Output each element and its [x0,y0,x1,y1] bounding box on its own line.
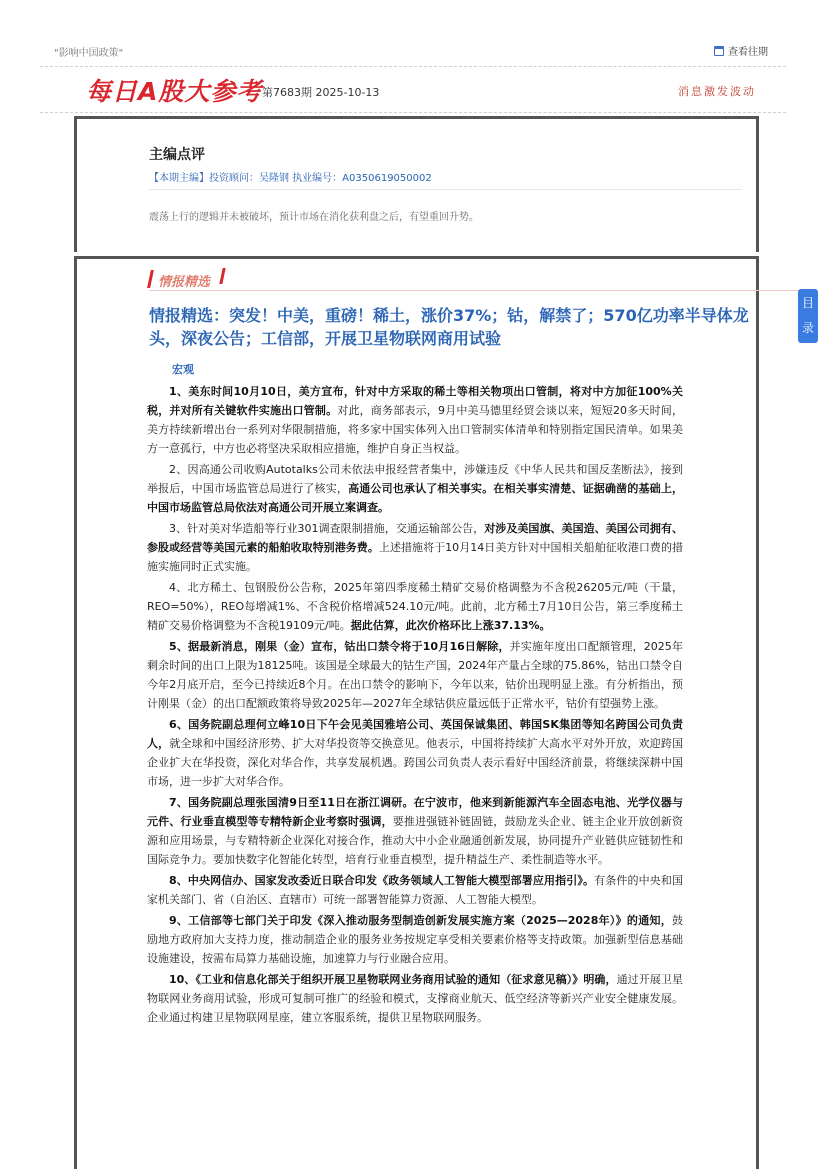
article-body [147,382,683,1029]
intelligence-card [74,256,759,1169]
card-border [77,256,756,259]
news-paragraph [147,911,683,968]
paragraph-text: 2、因高通公司收购Autotalks公司未依法申报经营者集中，涉嫌违反《中华人民共和国反垄断法》，接到举报后，中国市场监管总局进行了核实， [147,463,683,495]
editor-meta-rest: 投资顾问：吴隆钢 执业编号：A0350619050002 [209,173,432,184]
tag-bar [219,268,225,284]
paragraph-text: 鼓励地方政府加大支持力度，推动制造企业的服务业务按规定享受相关要素价格等支持政策。加强新型信息基础设施建设，按需布局算力基础设施，加速算力与行业融合应用。 [147,914,683,965]
paragraph-text: 要推进强链补链固链，鼓励龙头企业、链主企业开放创新资源和应用场景，与专精特新企业深化对接合作，推动大中小企业融通创新发展，协同提升产业链供应链韧性和国际竞争力。要加快数字化智能化转型，培育行业垂直模型，提升精益生产、柔性制造等水平。 [147,815,684,866]
divider [40,112,786,113]
paragraph-text: 就全球和中国经济形势、扩大对华投资等交换意见。他表示，中国将持续扩大高水平对外开放，欢迎跨国企业扩大在华投资，深化对华合作，共享发展机遇。跨国公司负责人表示看好中国经济前景，将继续深耕中国市场，进一步扩大对华合作。 [147,737,683,788]
article-title: 情报精选：突发！中美，重磅！稀土，涨价37%；钴，解禁了；570亿功率半导体龙头，深夜公告；工信部，开展卫星物联网商用试验 [149,306,749,348]
slogan: 消息激发波动 [678,85,756,98]
editor-comment: 震荡上行的逻辑并未被破坏，预计市场在消化获利盘之后，有望重回升势。 [149,212,479,223]
paragraph-text: 通过开展卫星物联网业务商用试验，形成可复制可推广的经验和模式，支撑商业航天、低空经济等新兴产业安全健康发展。企业通过构建卫星物联网星座，建立客服系统，提供卫星物联网服务。 [147,973,683,1024]
paragraph-highlight: 据此估算，此次价格环比上涨37.13%。 [350,619,551,632]
section-tag [149,268,297,290]
news-paragraph [147,793,683,869]
paragraph-highlight: 对涉及美国旗、美国造、美国公司拥有、参股或经营等美国元素的船舶收取特别港务费。 [147,522,684,554]
toc-button[interactable]: 目录 [798,289,818,343]
paragraph-highlight: 高通公司也承认了相关事实。在相关事实清楚、证据确凿的基础上，中国市场监管总局依法对高通公司开展立案调查。 [147,482,683,514]
view-archive-link[interactable] [714,43,768,58]
paragraph-text: 上述措施将于10月14日美方针对中国相关船舶征收港口费的措施实施同时正式实施。 [147,541,684,573]
paragraph-highlight: 7、国务院副总理张国清9日至11日在浙江调研。在宁波市，他来到新能源汽车全固态电池、光学仪器与元件、行业垂直模型等专精特新企业考察时强调， [147,796,683,828]
tag-underline [149,290,807,291]
news-paragraph [147,970,683,1027]
divider [40,66,786,67]
paragraph-text: 并实施年度出口配额管理，2025年剩余时间的出口上限为18125吨。该国是全球最大的钴生产国，2024年产量占全球的75.86%，钴出口禁令自今年2月底开启，至今已持续近8个月。在出口禁令的影响下，今年以来，钴价出现明显上涨。有分析指出，预计刚果（金）的出口配额政策将导致2025年—2027年全球钴供应量远低于正常水平，钴价有望强势上涨。 [147,640,683,710]
header-tag: "影响中国政策" [54,48,124,59]
paragraph-text: 有条件的中央和国家机关部门、省（自治区、直辖市）可统一部署智能算力资源、人工智能大模型。 [147,874,683,906]
paragraph-text: 4、北方稀土、包钢股份公告称，2025年第四季度稀土精矿交易价格调整为不含税26205元/吨（干量，REO=50%），REO每增减1%、不含税价格增减524.10元/吨。此前，北方稀土7月10日公告，第三季度稀土精矿交易价格调整为不含税19109元/吨。 [147,581,683,632]
section-tag-label: 情报精选 [158,275,211,290]
card-border [77,116,756,119]
logo: 每日A股大参考 [86,77,263,106]
paragraph-highlight: 8、中央网信办、国家发改委近日联合印发《政务领域人工智能大模型部署应用指引》。 [169,874,595,887]
news-paragraph [147,382,683,458]
paragraph-highlight: 10、《工业和信息化部关于组织开展卫星物联网业务商用试验的通知（征求意见稿）》明确， [169,973,617,986]
editor-meta-prefix: 【本期主编】 [149,173,209,184]
masthead [86,72,756,108]
paragraph-highlight: 5、据最新消息，刚果（金）宣布，钴出口禁令将于10月16日解除， [169,640,510,653]
issue-info: 第7683期 2025-10-13 [262,86,380,99]
paragraph-highlight: 6、国务院副总理何立峰10日下午会见美国雅培公司、英国保诚集团、韩国SK集团等知名跨国公司负责人， [147,718,683,750]
news-paragraph [147,460,683,517]
section-subhead: 宏观 [172,363,194,376]
editor-meta [149,169,432,184]
news-paragraph [147,519,683,576]
paragraph-highlight: 1、美东时间10月10日，美方宣布，针对中方采取的稀土等相关物项出口管制，将对中方加征100%关税，并对所有关键软件实施出口管制。 [147,385,683,417]
archive-label: 查看往期 [728,47,768,58]
paragraph-text: 3、针对美对华造船等行业301调查限制措施，交通运输部公告， [169,522,485,535]
editor-comment-card [74,116,759,252]
calendar-icon [714,46,724,56]
news-paragraph [147,637,683,713]
paragraph-highlight: 9、工信部等七部门关于印发《深入推动服务型制造创新发展实施方案（2025—2028年）》的通知， [169,914,672,927]
divider [149,189,742,190]
news-paragraph [147,578,683,635]
tag-bar [147,270,154,288]
editor-title: 主编点评 [149,147,205,163]
paragraph-text: 对此，商务部表示，9月中美马德里经贸会谈以来，短短20多天时间，美方持续新增出台一系列对华限制措施，将多家中国实体列入出口管制实体清单和特别指定国民清单。如果美方一意孤行，中方也必将坚决采取相应措施，维护自身正当权益。 [147,404,684,455]
news-paragraph [147,871,683,909]
news-paragraph [147,715,683,791]
